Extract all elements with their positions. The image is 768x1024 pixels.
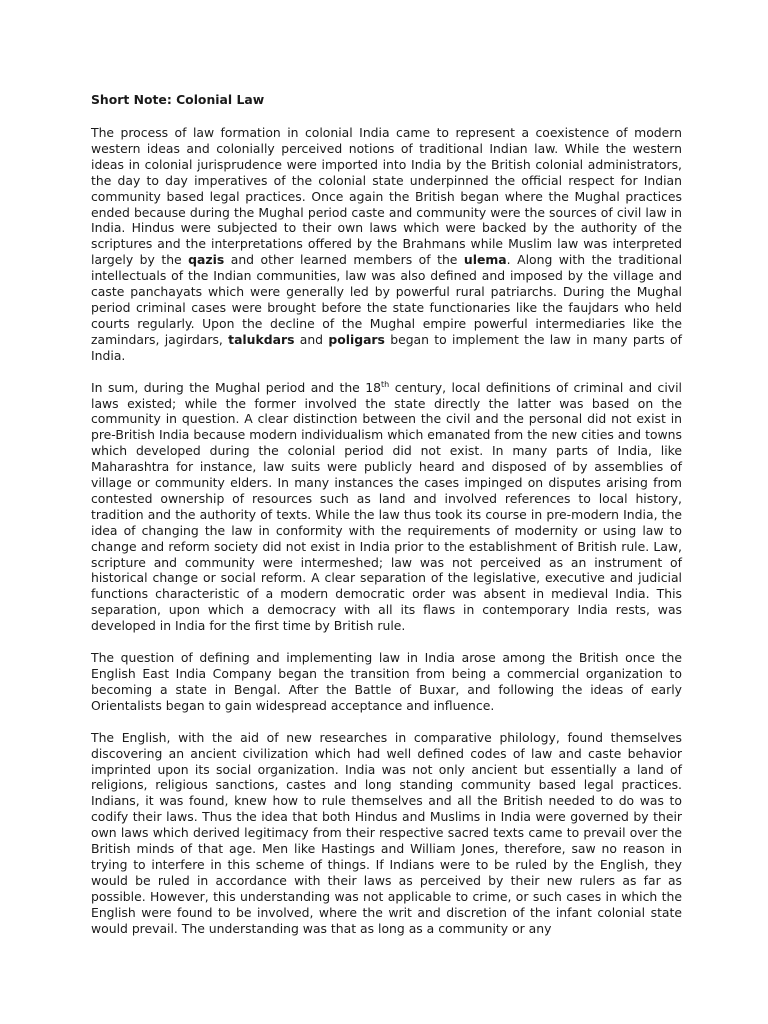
paragraph-4: The English, with the aid of new researches in comparative philology, found themselves discovering an ancient civilization which had well defined codes of law and caste behavior imprinted upon its social organization. India was not only ancient but essentially a land of religions, religious sanctions, castes and long standing community based legal practices. Indians, it was found, knew how to rule themselves and all the British needed to do was to codify their laws. Thus the idea that both Hindus and Muslims in India were governed by their own laws which derived legitimacy from their respective sacred texts came to prevail over the British minds of that age. Men like Hastings and William Jones, therefore, saw no reason in trying to interfere in this scheme of things. If Indians were to be ruled by the English, they would be ruled in accordance with their laws as perceived by their new rulers as far as possible. However, this understanding was not applicable to crime, or such cases in which the English were found to be involved, where the writ and discretion of the infant colonial state would prevail. The understanding was that as long as a community or any xyxy=(91,729,682,936)
document-title: Short Note: Colonial Law xyxy=(91,92,265,107)
term-poligars: poligars xyxy=(328,331,385,347)
paragraph-3: The question of defining and implementing law in India arose among the British once the English East India Company began the transition from being a commercial organization to becoming a state in Bengal. After the Battle of Buxar, and following the ideas of early Orientalists began to gain widespread acceptance and influence. xyxy=(91,650,682,713)
paragraph-1 xyxy=(91,125,682,364)
superscript-th: th xyxy=(381,379,390,389)
term-qazis: qazis xyxy=(188,252,225,268)
paragraph-1-text-a: The process of law formation in colonial India came to represent a coexistence of modern western ideas and colonially perceived notions of traditional Indian law. While the western ideas in colonial jurisprudence were imported into India by the British colonial administrators, the day to day imperatives of the colonial state underpinned the official respect for Indian community based legal practices. Once again the British began where the Mughal practices ended because during the Mughal period caste and community were the sources of civil law in India. Hindus were subjected to their own laws which were backed by the authority of the scriptures and the interpretations offered by the Brahmans while Muslim law was interpreted largely by the xyxy=(91,125,682,268)
paragraph-1-text-d: . Along with the traditional intellectuals of the Indian communities, law was also defined and imposed by the village and caste panchayats which were generally led by powerful rural patriarchs. During the Mughal period criminal cases were brought before the state functionaries like the faujdars who held courts regularly. Upon the decline of the Mughal empire powerful intermediaries like the zamindars, jagirdars, xyxy=(91,252,683,347)
paragraph-2-text-b: century, local definitions of criminal and civil laws existed; while the former involved the state directly the latter was based on the community in question. A clear distinction between the civil and the personal did not exist in pre-British India because modern individualism which emanated from the new cities and towns which developed during the colonial period did not exist. In many parts of India, like Maharashtra for instance, law suits were publicly heard and disposed of by assemblies of village or community elders. In many instances the cases impinged on disputes arising from contested ownership of resources such as land and involved references to local history, tradition and the authority of texts. While the law thus took its course in pre-modern India, the idea of changing the law in conformity with the requirements of modernity or using law to change and reform society did not exist in India prior to the establishment of British rule. Law, scripture and community were intermeshed; law was not perceived as an instrument of historical change or social reform. A clear separation of the legislative, executive and judicial functions characteristic of a modern democratic order was absent in medieval India. This separation, upon which a democracy with all its flaws in contemporary India rests, was developed in India for the first time by British rule. xyxy=(91,379,682,634)
term-talukdars: talukdars xyxy=(228,331,295,347)
paragraph-2 xyxy=(91,380,682,635)
paragraph-1-text-c: and other learned members of the xyxy=(224,252,464,268)
term-ulema: ulema xyxy=(463,252,507,268)
paragraph-1-text-e: and xyxy=(294,331,329,347)
paragraph-1-text-f: began to implement the law in many parts of India. xyxy=(91,331,682,363)
paragraph-2-text-a: In sum, during the Mughal period and the 18 xyxy=(91,379,382,395)
